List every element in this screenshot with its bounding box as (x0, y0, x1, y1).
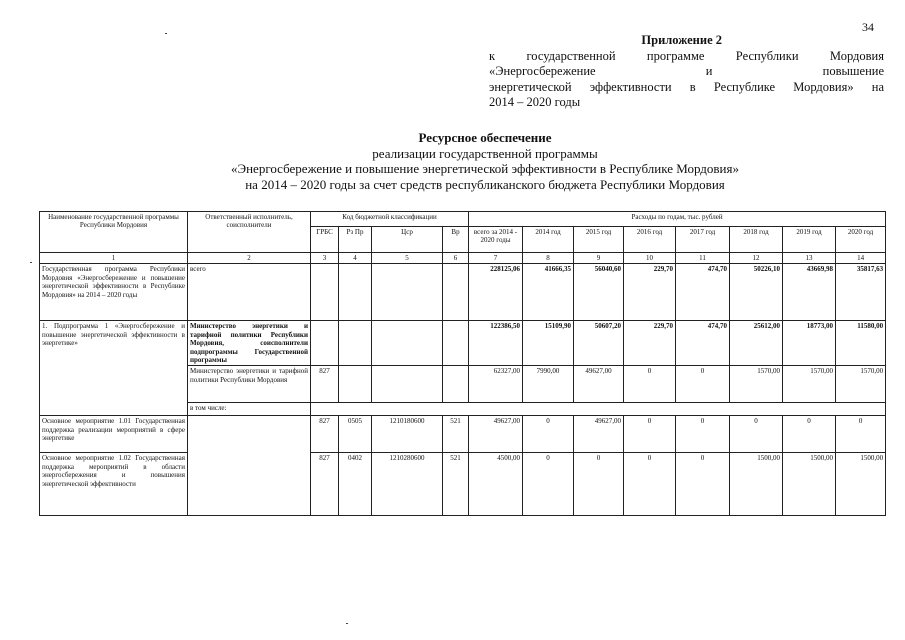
row-executor: всего (188, 264, 311, 321)
header-cell: Наименование государственной программы Республики Мордовия (40, 212, 188, 253)
value-2016: 229,70 (624, 264, 676, 321)
cell-rzpr: 0505 (339, 416, 372, 453)
column-number: 6 (443, 253, 469, 264)
empty-cells (311, 403, 886, 416)
column-number: 12 (730, 253, 783, 264)
document-heading (150, 130, 820, 192)
heading-line: на 2014 – 2020 годы за счет средств республиканского бюджета Республики Мордовия (245, 176, 725, 192)
value-2015: 56040,60 (574, 264, 624, 321)
value-2014: 0 (523, 416, 574, 453)
cell-vr (443, 366, 469, 403)
value-2019: 1570,00 (783, 366, 836, 403)
cell-rzpr (339, 264, 372, 321)
cell-rzpr: 0402 (339, 453, 372, 516)
cell-grbs (311, 264, 339, 321)
value-2018: 50226,10 (730, 264, 783, 321)
row-executor: Министерство энергетики и тарифной политики Республики Мордовия (188, 366, 311, 403)
value-2017: 0 (676, 453, 730, 516)
value-2017: 474,70 (676, 264, 730, 321)
row-name: Государственная программа Республики Мордовия «Энергосбережение и повышение энергетической эффективности в Республике Мордовия» на 2014 – 2020 годы (40, 264, 188, 321)
column-number: 14 (836, 253, 886, 264)
value-2018: 1500,00 (730, 453, 783, 516)
column-number: 11 (676, 253, 730, 264)
value-2017: 0 (676, 366, 730, 403)
row-name: Основное мероприятие 1.02 Государственная поддержка мероприятий в области энергосбережения и повышения энергетической эффективности (40, 453, 188, 516)
value-2018: 25612,00 (730, 321, 783, 366)
value-2019: 0 (783, 416, 836, 453)
row-executor: Министерство энергетики и тарифной политики Республики Мордовия, соисполнители подпрограммы Государственной программы (188, 321, 311, 366)
value-2016: 0 (624, 366, 676, 403)
cell-grbs: 827 (311, 416, 339, 453)
scan-speck (346, 623, 348, 624)
annex-title: Приложение 2 (641, 33, 722, 47)
table-row-subprogram (40, 321, 886, 366)
heading-line: «Энергосбережение и повышение энергетической эффективности в Республике Мордовия» (231, 161, 739, 176)
annex-line: энергетической эффективности в Республике Мордовия» на (489, 79, 884, 94)
value-total: 62327,00 (469, 366, 523, 403)
value-2014: 0 (523, 453, 574, 516)
value-2019: 43669,98 (783, 264, 836, 321)
header-cell: 2020 год (836, 226, 886, 252)
annex-line: к государственной программе Республики Мордовия (489, 48, 884, 63)
scan-speck (30, 262, 32, 263)
value-2015: 0 (574, 453, 624, 516)
heading-line: реализации государственной программы (372, 145, 598, 161)
column-number: 5 (372, 253, 443, 264)
value-2014: 15109,90 (523, 321, 574, 366)
cell-grbs: 827 (311, 366, 339, 403)
value-2020: 0 (836, 416, 886, 453)
value-2020: 1570,00 (836, 366, 886, 403)
header-cell: Вр (443, 226, 469, 252)
value-2016: 0 (624, 453, 676, 516)
value-2020: 1500,00 (836, 453, 886, 516)
cell-vr (443, 321, 469, 366)
cell-csr: 1210180600 (372, 416, 443, 453)
header-cell: 2017 год (676, 226, 730, 252)
value-2016: 229,70 (624, 321, 676, 366)
value-2018: 0 (730, 416, 783, 453)
cell-csr: 1210280600 (372, 453, 443, 516)
cell-vr: 521 (443, 416, 469, 453)
value-2015: 50607,20 (574, 321, 624, 366)
value-2015: 49627,00 (574, 366, 624, 403)
header-cell: всего за 2014 - 2020 годы (469, 226, 523, 252)
annex-block (489, 33, 884, 111)
column-number: 1 (40, 253, 188, 264)
value-2017: 474,70 (676, 321, 730, 366)
cell-rzpr (339, 321, 372, 366)
value-2018: 1570,00 (730, 366, 783, 403)
header-cell: Рз Пр (339, 226, 372, 252)
value-total: 49627,00 (469, 416, 523, 453)
header-cell: 2018 год (730, 226, 783, 252)
column-number: 2 (188, 253, 311, 264)
header-cell: Расходы по годам, тыс. рублей (469, 212, 886, 227)
cell-csr (372, 264, 443, 321)
header-cell: 2015 год (574, 226, 624, 252)
cell-grbs (311, 321, 339, 366)
column-number: 4 (339, 253, 372, 264)
row-name: 1. Подпрограмма 1 «Энергосбережение и повышение энергетической эффективности в энергетике» (40, 321, 188, 416)
value-2020: 11580,00 (836, 321, 886, 366)
column-number: 9 (574, 253, 624, 264)
column-number: 10 (624, 253, 676, 264)
cell-csr (372, 366, 443, 403)
value-2016: 0 (624, 416, 676, 453)
header-cell: 2019 год (783, 226, 836, 252)
cell-vr: 521 (443, 453, 469, 516)
column-number: 7 (469, 253, 523, 264)
annex-line: 2014 – 2020 годы (489, 95, 581, 109)
value-total: 228125,06 (469, 264, 523, 321)
cell-rzpr (339, 366, 372, 403)
cell-grbs: 827 (311, 453, 339, 516)
header-cell: Код бюджетной классификации (311, 212, 469, 227)
value-2017: 0 (676, 416, 730, 453)
value-total: 122386,50 (469, 321, 523, 366)
cell-vr (443, 264, 469, 321)
value-total: 4500,00 (469, 453, 523, 516)
value-2014: 41666,35 (523, 264, 574, 321)
column-number-row (40, 253, 886, 264)
column-number: 3 (311, 253, 339, 264)
table-row-program (40, 264, 886, 321)
value-2015: 49627,00 (574, 416, 624, 453)
header-cell: 2016 год (624, 226, 676, 252)
heading-line: Ресурсное обеспечение (418, 130, 552, 145)
row-executor: в том числе: (188, 403, 311, 416)
table-header-row (40, 212, 886, 227)
header-cell: Ответственный исполнитель, соисполнители (188, 212, 311, 253)
header-cell: ГРБС (311, 226, 339, 252)
annex-line: «Энергосбережение и повышение (489, 64, 884, 78)
resource-table (39, 211, 886, 516)
value-2020: 35817,63 (836, 264, 886, 321)
table-row-event (40, 453, 886, 516)
value-2019: 1500,00 (783, 453, 836, 516)
value-2014: 7990,00 (523, 366, 574, 403)
table-row-event (40, 416, 886, 453)
page-number: 34 (862, 20, 874, 34)
row-executor-empty (188, 416, 311, 516)
column-number: 8 (523, 253, 574, 264)
header-cell: Цср (372, 226, 443, 252)
scan-speck (165, 33, 167, 34)
column-number: 13 (783, 253, 836, 264)
row-name: Основное мероприятие 1.01 Государственная поддержка реализации мероприятий в сфере энергетике (40, 416, 188, 453)
value-2019: 18773,00 (783, 321, 836, 366)
header-cell: 2014 год (523, 226, 574, 252)
cell-csr (372, 321, 443, 366)
